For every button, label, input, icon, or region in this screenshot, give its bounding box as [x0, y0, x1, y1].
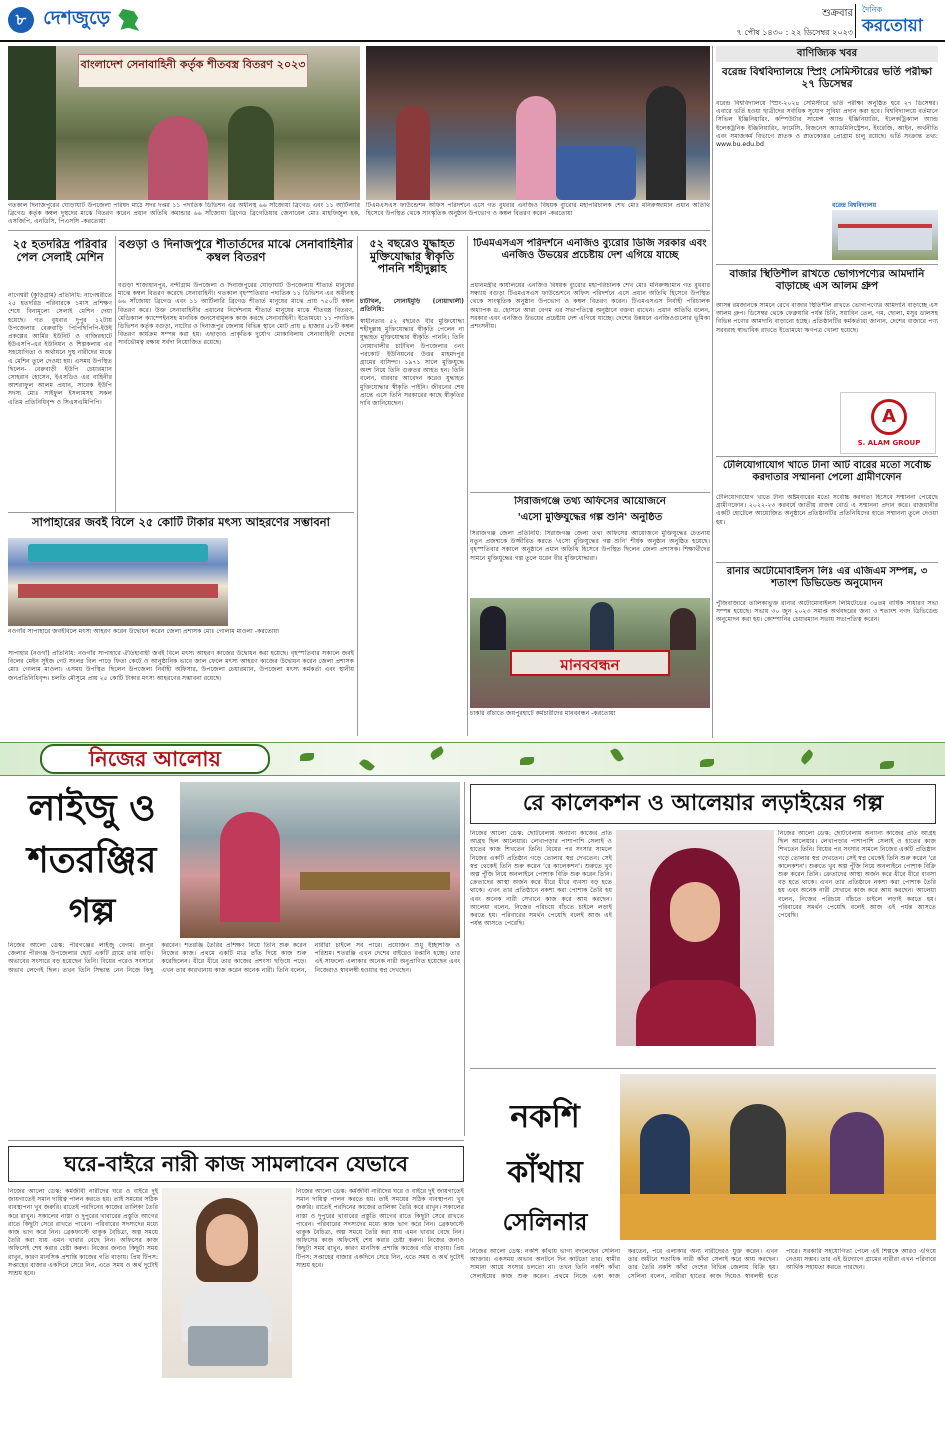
ngo-photo-caption: টিএমএসএস ফাউন্ডেশন অফিস পরিদর্শনে এসে গত বুধবার এনজিও বিষয়ক ব্যুরোর মহাপরিচালক শেখ মোঃ মনিরুজ্জামান প্রধান অতিথি হিসেবে উপস্থিত থেকে সাংস্কৃতিক অনুষ্ঠান উপভোগ ও কম্বল বিতরণ করেন -করতোয়া [366, 202, 710, 218]
fish-photo-caption: নওগাঁর সাপাহারে জবইবিলে মৎস্য আহরণ করেন উদ্বোধন করেন জেলা প্রশাসক মোঃ গোলাম মাওলা -করতোয়া [8, 628, 280, 635]
laiju-title-line-3: গল্প [68, 891, 116, 931]
ghore-title-box [8, 1146, 464, 1182]
sirajganj-title-line-1: সিরাজগঞ্জে তথ্য অফিসের আয়োজনে [514, 496, 666, 507]
laiju-weaving-photo [180, 782, 460, 938]
fish-event-photo [8, 538, 228, 626]
issue-full-date: ৭ পৌষ ১৪৩০ : ২২ ডিসেম্বর ২০২৩ [736, 28, 853, 36]
laiju-title-line-1: লাইজু ও [28, 788, 156, 829]
divider [115, 236, 116, 512]
working-woman-photo [162, 1188, 292, 1378]
freedom-fighter-body: স্বাধীনতার ৫২ বছরেও বীর মুক্তিযোদ্ধা শহীদুল্লাহ মুক্তিযোদ্ধার স্বীকৃতি পেলেন না যুদ্ধাহত মুক্তিযোদ্ধার স্বীকৃতি পাননি। তিনি নোয়াখালীর চাটখিল উপজেলার ৩নং পরকোট ইউনিয়নের উত্তর মাহমদপুর গ্রামের বাসিন্দা। ১৯৭১ সালে মুক্তিযুদ্ধে অংশ নিয়ে তিনি গুরুতর আহত হন। তিনি বলেন, বারবার আবেদন করেও যুদ্ধাহত মুক্তিযোদ্ধার স্বীকৃতি পাইনি। জীবনের শেষ প্রান্তে এসে তিনি সরকারের কাছে স্বীকৃতির দাবি জানিয়েছেন। [360, 318, 464, 408]
page-number: ৮ [8, 7, 34, 33]
aleya-portrait-photo [616, 830, 774, 1046]
newspaper-logo [855, 4, 937, 38]
business-news-label: বাণিজ্যিক খবর [716, 46, 938, 62]
grameenphone-body: টেলিযোগাযোগ খাতে টানা অষ্টমবারের মতো সর্বোচ্চ করদাতা হিসেবে সম্মাননা পেয়েছে গ্রামীণফোন। ২০২২-২৩ করবর্ষে জাতীয় রাজস্ব বোর্ড এ সম্মাননা প্রদান করে। রাজধানীর একটি হোটেলে আয়োজিত অনুষ্ঠানে প্রতিষ্ঠানটির প্রতিনিধিদের হাতে সম্মাননা তুলে দেওয়া হয়। [716, 494, 938, 526]
ngo-event-photo [366, 46, 710, 200]
rey-title: রে কালেকশন ও আলেয়ার লড়াইয়ের গল্প [522, 791, 884, 816]
army-story-title: বগুড়া ও দিনাজপুরে শীতার্তদের মাঝে সেনাবাহিনীর কম্বল বিতরণ [119, 238, 353, 265]
barendra-body: বরেন্দ্র বিশ্ববিদ্যালয়ে স্প্রিং-২০২৪ সেমিস্টারে ভর্তি পরীক্ষা অনুষ্ঠিত হবে ২৭ ডিসেম্বর। এবারে ভর্তি হওয়া ছাত্রীদের সর্বাধিক সুযোগ সুবিধা প্রদান করা হবে। বিশ্ববিদ্যালয়ে বর্তমানে সিভিল ইঞ্জিনিয়ারিং, কম্পিউটার সায়েন্স অ্যান্ড ইঞ্জিনিয়ারিং, ইলেকট্রিক্যাল অ্যান্ড ইলেকট্রনিক ইঞ্জিনিয়ারিং, ফার্মেসি, বিজনেস অ্যাডমিনিস্ট্রেশন, ইংরেজি, আইন, অর্থনীতি এবং সমাজকর্ম বিভাগে স্নাতক ও স্নাতকোত্তর প্রোগ্রাম চালু রয়েছে। ভর্তি সংক্রান্ত তথ্য: www.bu.edu.bd [716, 100, 938, 149]
sewing-story-body: নাগেশ্বরী (কুড়িগ্রাম) প্রতিনিধি: নাগেশ্বরীতে ২৫ হতদরিদ্র পরিবারকে ১মাস প্রশিক্ষণ শেষে বিনামূল্যে সেলাই মেশিন দেয়া হয়েছে। গত বুধবার দুপুর ১২টায় উপজেলার বেরুবাড়ি পিপিছিপিপি-ইউই প্রকল্পের আর্মির ইউনিট ও বাজিরহাটে ইউএসপি-এর ইউনিয়ন ও শিল্পকলায় এর সহযোগিতা ও অর্থায়নে দুস্থ নারীদের মাঝে এ মেশিন তুলে দেওয়া হয়। এসময় উপস্থিত ছিলেন- বেরুবাড়ী ইউপি চেয়ারম্যান সোহরাব হোসেন, ইএসডিও এর বাহিনীর আশরাফুল আলম প্রধান, সাবেক ইউপি সদস্য মোঃ সাইফুল ইসলামসহ সকল এতিম প্রতিনিধিবৃন্দ ও সিএসএমিপিপি। [8, 292, 112, 406]
barendra-logo-label: বরেন্দ্র বিশ্ববিদ্যালয় [832, 202, 877, 209]
human-chain-banner: মানববন্ধন [510, 650, 670, 676]
fish-story-title: সাপাহারের জবই বিলে ২৫ কোটি টাকার মৎস্য আহরণের সম্ভাবনা [32, 516, 330, 529]
rey-title-box [470, 784, 936, 824]
nakshi-title-line-1: নকশি [510, 1097, 580, 1135]
divider [357, 236, 358, 736]
rey-story-body-left: নিজের আলো ডেস্ক: ছোটবেলায় অন্যান্য কাজের প্রতি আগ্রহ ছিল আলেয়ার। লেখাপড়ার পাশাপাশি সেলাই ও হাতের কাজ শিখতেন তিনি। বিয়ের পর সংসার সামলে নিজের একটি প্রতিষ্ঠান গড়ে তোলার স্বপ্ন দেখতেন। সেই স্বপ্ন থেকেই তিনি শুরু করেন 'রে কালেকশন'। শুরুতে খুব অল্প পুঁজি নিয়ে অনলাইনে পোশাক বিক্রি শুরু করেন তিনি। ক্রেতাদের আস্থা অর্জন করে ধীরে ধীরে ব্যবসা বড় হতে থাকে। এখন তার প্রতিষ্ঠানে নকশা করা পোশাক তৈরি হয় এবং অনেক নারী সেখানে কাজ করে আয় করছেন। আলেয়া বলেন, নিজের পরিচয়ে বাঁচতে চাইলে লড়াই করতে হয়। পরিবারের সমর্থন পেয়েছি বলেই আজ এই পর্যন্ত আসতে পেরেছি। [470, 830, 612, 928]
ghore-title: ঘরে-বাইরে নারী কাজ সামলাবেন যেভাবে [64, 1152, 408, 1176]
s-alam-body: আসন্ন রমজানকে সামনে রেখে বাজার স্থিতিশীল রাখতে ভোগ্যপণ্যের আমদানি বাড়াচ্ছে এস আলম গ্রুপ। ডিসেম্বর থেকে ফেব্রুয়ারি পর্যন্ত চিনি, সয়াবিন তেল, গম, ছোলা, মসুর ডালসহ বিভিন্ন পণ্যের আমদানি বাড়ানো হচ্ছে। প্রতিষ্ঠানটির কর্মকর্তারা জানান, দেশের বাজারে পণ্য সরবরাহ স্বাভাবিক রাখতে ইতোমধ্যে ঋণপত্র খোলা হয়েছে। [716, 302, 938, 334]
brand-prefix: দৈনিক [862, 5, 883, 14]
army-blanket-photo [8, 46, 360, 200]
laiju-title-line-2: শতরঞ্জির [27, 840, 157, 881]
freedom-fighter-dateline: চাটখিল, সোনাইমুড়ি (নোয়াখালী) প্রতিনিধি: [360, 298, 464, 314]
brand-name: করতোয়া [862, 16, 923, 36]
divider [8, 512, 354, 513]
divider [716, 456, 938, 457]
freedom-fighter-title: ৫২ বছরেও যুদ্ধাহত মুক্তিযোদ্ধার স্বীকৃতি পাননি শহীদুল্লাহ [369, 238, 455, 276]
ngo-story-body: প্রধানমন্ত্রীর কার্যালয়ের এনজিও বিষয়ক ব্যুরোর মহাপরিচালক শেখ মোঃ মনিরুজ্জামান গত বুধবার সন্ধ্যায় বগুড়া টিএমএসএস ফাউন্ডেশনে অফিস পরিদর্শনে এসে প্রধান অতিথি হিসেবে উপস্থিত থেকে সাংস্কৃতিক অনুষ্ঠান উপভোগ ও কম্বল বিতরণ করেন। টিএমএসএস নির্বাহী পরিচালক অধ্যাপক ড. হোসনে আরা বেগম এর সভাপতিত্বে অনুষ্ঠানে বক্তব্য রাখেন। প্রধান অতিথি বলেন, সরকার এবং এনজিও উভয়ের প্রচেষ্টায় দেশ এগিয়ে যাচ্ছে। দেশের উন্নয়নে এনজিওগুলোর ভূমিকা প্রশংসনীয়। [470, 282, 710, 331]
barendra-campus-photo [832, 210, 938, 260]
sewing-story-title: ২৫ হতদরিদ্র পরিবার পেল সেলাই মেশিন [12, 238, 108, 265]
ngo-story-title: টিএমএসএস পরিদর্শনে এনজিও ব্যুরোর ডিজি সরকার এবং এনজিও উভয়ের প্রচেষ্টায় দেশ এগিয়ে যাচ্ছে [473, 238, 707, 261]
fish-story-body: সাপাহার (নওগাঁ) প্রতিনিধি: নওগাঁর সাপাহারে ঐতিহ্যবাহী জবই বিলে মৎস্য আহরণ কাজের উদ্বোধন করা হয়েছে। বৃহস্পতিবার সকালে জবই বিলের মেইন সুইজ গেট সংলগ্ন বিল পাড়ে ফিতা কেটে ও আনুষ্ঠানিক ভাবে জাল ফেলে মৎস্য আহরণ কাজের উদ্বোধন করেন জেলা প্রশাসক মোঃ গোলাম মাওলা। এসময় উপস্থিত ছিলেন উপজেলা নির্বাহী অফিসার, উপজেলা চেয়ারম্যান, উপজেলা মৎস্য কর্মকর্তা এবং স্থানীয় জনপ্রতিনিধিবৃন্দ। চলতি মৌসুমে প্রায় ২৫ কোটি টাকার মৎস্য আহরণের সম্ভাবনা রয়েছে। [8, 650, 354, 682]
army-photo-caption: গতকাল দিনাজপুরের ঘোড়াঘাট উপজেলা পরিষদ মাঠে সদর দপ্তর ১১ পদাতিক ডিভিশন এর অধীনস্থ ৬৬ সাঁজোয়া ব্রিগেড এবং ১১ আর্টিলারি ব্রিগেড কর্তৃক কম্বল দুস্থদের মাঝে বিতরণ করেন প্রধান অতিথি কমান্ডার ৬৬ সাঁজোয়া ব্রিগেড ব্রিগেডিয়ার জেনারেল মোঃ মাহফিজুল হক, এসজিপি, এনডিসি, পিএসসি -করতোয়া [8, 202, 360, 226]
army-story-body: বগুড়া শাজাহানপুর, নন্দীগ্রাম উপজেলা ও দিনাজপুরের ঘোড়াঘাট উপজেলায় শীতার্ত মানুষের মাঝে কম্বল বিতরণ করেছে সেনাবাহিনী। গতকাল বৃহস্পতিবার পদাতিক ১১ ডিভিশন এর অধীনস্থ ৬৬ সাঁজোয়া ব্রিগেড এবং ১১ আর্টিলারি ব্রিগেড শীতার্ত মানুষের মাঝে প্রায় ৭৫০টি কম্বল বিতরণ করে। উক্ত সেনাবাহিনীর প্রধানের নির্দেশনায় শীতার্ত মানুষের মাঝে শীতবস্ত্র বিতরণ, মেডিক্যাল ক্যাম্পেইনসহ মানবিক জনসেবামূলক কাজ করছে সেনাবাহিনী। ইতোমধ্যে ১১ পদাতিক ডিভিশন কর্তৃক বগুড়া, নাটোর ও দিনাজপুর জেলায় বিভিন্ন স্থানে মোট প্রায় ৪ হাজার ৫৮টি কম্বল বিতরণ কার্যক্রম সম্পন্ন করা হয়। এছাড়াও প্রাকৃতিক দুর্যোগ মোকাবিলায় সেনাবাহিনী দেশের সার্বভৌমত্ব রক্ষায় সর্বদা নিয়োজিত রয়েছে। [118, 282, 354, 347]
divider [464, 782, 465, 1136]
nakshi-title-line-3: সেলিনার [502, 1208, 588, 1236]
nijer-alo-title: নিজের আলোয় [40, 744, 270, 774]
grameenphone-title: টেলিযোগাযোগ খাতে টানা আট বারের মতো সর্বোচ্চ করদাতার সম্মাননা পেলো গ্রামীণফোন [723, 460, 931, 483]
sirajganj-title-line-2: 'এসো মুক্তিযুদ্ধের গল্প শুনি' অনুষ্ঠিত [517, 512, 663, 523]
barendra-title: বরেন্দ্র বিশ্ববিদ্যালয়ে স্প্রিং সেমিস্টারের ভর্তি পরীক্ষা ২৭ ডিসেম্বর [721, 66, 933, 91]
issue-date [623, 6, 853, 36]
runner-body: পুঁজিবাজারে তালিকাভুক্ত রানার অটোমোবাইলস লিমিটেডের ৩৪তম বার্ষিক সাধারণ সভা সম্পন্ন হয়েছে। সভায় ৩০ জুন ২০২৩ সমাপ্ত অর্থবছরের জন্য ৩ শতাংশ নগদ ডিভিডেন্ড অনুমোদন করা হয়। কোম্পানির চেয়ারম্যান সভায় সভাপতিত্ব করেন। [716, 600, 938, 624]
ghore-story-body-left: নিজের আলো ডেস্ক: কর্মজীবী নারীদের ঘরে ও বাইরে দুই জায়গাতেই সমান দায়িত্ব পালন করতে হয়। তাই সময়ের সঠিক ব্যবস্থাপনা খুব জরুরি। রাতেই পরদিনের কাজের তালিকা তৈরি করে রাখুন। সকালের নাস্তা ও দুপুরের খাবারের প্রস্তুতি আগের রাতে কিছুটা সেরে রাখতে পারেন। পরিবারের সদস্যদের মধ্যে কাজ ভাগ করে নিন। ব্রেকফাস্টে থাকুক বৈচিত্র্য, অল্প সময়ে তৈরি করা যায় এমন খাবার বেছে নিন। অফিসের কাজ অফিসেই শেষ করার চেষ্টা করুন। নিজের জন্যও কিছুটা সময় রাখুন, কারণ মানসিক প্রশান্তি কাজের গতি বাড়ায়। প্রিয় টিপস: সপ্তাহের বাজার একদিনে সেরে নিন, এতে সময় ও অর্থ দুটোই সাশ্রয় হবে। [8, 1188, 158, 1278]
divider [716, 264, 938, 265]
s-alam-logo-text: S. ALAM GROUP [857, 439, 921, 447]
divider [716, 562, 938, 563]
selina-nakshi-katha-photo [620, 1074, 936, 1240]
divider [8, 1140, 464, 1141]
masthead-rule [0, 40, 945, 42]
bangladesh-map-icon [118, 9, 140, 31]
issue-weekday: শুক্রবার [822, 8, 853, 19]
page-section-tag [8, 4, 268, 38]
laiju-story-body: নিজের আলো ডেস্ক: পীরগঞ্জের লাইজু বেগম। রংপুর জেলার পীরগঞ্জ উপজেলার ছোট একটি গ্রামে তার বাড়ি। অভাবের সংসারে বড় হয়েছেন তিনি। বিয়ের পরেও সংসারে অভাব লেগেই ছিল। তখন তিনি সিদ্ধান্ত নেন নিজে কিছু করবেন। শতরঞ্জি তৈরির প্রশিক্ষণ নিয়ে তিনি শুরু করেন নিজের কাজ। প্রথমে একটি মাত্র তাঁত দিয়ে কাজ শুরু করেছিলেন। ধীরে ধীরে তার কাজের প্রশংসা ছড়িয়ে পড়ে। এখন তার কারখানায় কাজ করেন অনেক নারী। তিনি বলেন, নারীরা চাইলে সব পারে। প্রয়োজন শুধু ইচ্ছাশক্তি ও পরিশ্রম। শতরঞ্জি এখন দেশের বাইরেও রপ্তানি হচ্ছে। তার এই সাফল্যে এলাকার অনেক নারী অনুপ্রাণিত হয়েছেন এবং নিজেরাও স্বাবলম্বী হওয়ার স্বপ্ন দেখছেন। [8, 942, 460, 974]
human-chain-caption: চাকরি বাঁচাতে জয়পুরহাটে কর্মচারীদের মানববন্ধন -করতোয়া [470, 710, 616, 717]
s-alam-title: বাজার স্থিতিশীল রাখতে ভোগ্যপণ্যের আমদানি বাড়াচ্ছে এস আলম গ্রুপ [729, 268, 925, 293]
page-section-name: দেশজুড়ে [43, 7, 111, 29]
human-chain-photo [470, 598, 710, 708]
divider [8, 230, 710, 231]
sirajganj-body: সিরাজগঞ্জ জেলা প্রতিনিধি: সিরাজগঞ্জ জেলা তথ্য অফিসের আয়োজনে মুক্তিযুদ্ধের চেতনায় নতুন প্রজন্মকে উজ্জীবিত করতে 'এসো মুক্তিযুদ্ধের গল্প শুনি' শীর্ষক অনুষ্ঠান অনুষ্ঠিত হয়েছে। বৃহস্পতিবার সকালে অনুষ্ঠানে প্রধান অতিথি হিসেবে উপস্থিত ছিলেন জেলা প্রশাসক। শিক্ষার্থীদের সামনে মুক্তিযুদ্ধের গল্প তুলে ধরেন বীর মুক্তিযোদ্ধারা। [470, 530, 710, 562]
ghore-story-body-right: নিজের আলো ডেস্ক: কর্মজীবী নারীদের ঘরে ও বাইরে দুই জায়গাতেই সমান দায়িত্ব পালন করতে হয়। তাই সময়ের সঠিক ব্যবস্থাপনা খুব জরুরি। রাতেই পরদিনের কাজের তালিকা তৈরি করে রাখুন। সকালের নাস্তা ও দুপুরের খাবারের প্রস্তুতি আগের রাতে কিছুটা সেরে রাখতে পারেন। পরিবারের সদস্যদের মধ্যে কাজ ভাগ করে নিন। ব্রেকফাস্টে থাকুক বৈচিত্র্য, অল্প সময়ে তৈরি করা যায় এমন খাবার বেছে নিন। অফিসের কাজ অফিসেই শেষ করার চেষ্টা করুন। নিজের জন্যও কিছুটা সময় রাখুন, কারণ মানসিক প্রশান্তি কাজের গতি বাড়ায়। প্রিয় টিপস: সপ্তাহের বাজার একদিনে সেরে নিন, এতে সময় ও অর্থ দুটোই সাশ্রয় হবে। [296, 1188, 464, 1269]
divider [470, 1068, 936, 1069]
s-alam-logo-mark: A [871, 399, 907, 435]
runner-title: রানার অটোমোবাইলস লিঃ এর এজিএম সম্পন্ন, ৩ শতাংশ ডিভিডেন্ড অনুমোদন [726, 566, 928, 589]
nakshi-title-line-2: কাঁথায় [507, 1155, 583, 1190]
divider [467, 236, 468, 736]
s-alam-logo [840, 392, 936, 454]
divider [470, 492, 710, 493]
army-photo-banner: বাংলাদেশ সেনাবাহিনী কর্তৃক শীতবস্ত্র বিতরণ ২০২৩ [78, 54, 308, 88]
nakshi-story-body: নিজের আলো ডেস্ক: নকশি কাঁথায় ভাগ্য বদলেছেন সেলিনা আক্তার। একসময় অভাব অনটনে দিন কাটতো তার। স্বামীর সামান্য আয়ে সংসার চলতো না। তখন তিনি নকশি কাঁথা সেলাইয়ের কাজ শুরু করেন। প্রথমে নিজে একা কাজ করতেন, পরে এলাকার অন্য নারীদেরও যুক্ত করেন। এখন তার অধীনে শতাধিক নারী কাঁথা সেলাই করে আয় করছেন। তার তৈরি নকশি কাঁথা দেশের বিভিন্ন জেলায় বিক্রি হয়। সেলিনা বলেন, নারীরা হাতের কাজ দিয়েও স্বাবলম্বী হতে পারে। সরকারি সহযোগিতা পেলে এই শিল্পকে আরও এগিয়ে নেওয়া সম্ভব। তার এই উদ্যোগে গ্রামের নারীরা এখন পরিবারে আর্থিক সহায়তা করতে পারছেন। [470, 1248, 936, 1280]
rey-story-body-right: নিজের আলো ডেস্ক: ছোটবেলায় অন্যান্য কাজের প্রতি আগ্রহ ছিল আলেয়ার। লেখাপড়ার পাশাপাশি সেলাই ও হাতের কাজ শিখতেন তিনি। বিয়ের পর সংসার সামলে নিজের একটি প্রতিষ্ঠান গড়ে তোলার স্বপ্ন দেখতেন। সেই স্বপ্ন থেকেই তিনি শুরু করেন 'রে কালেকশন'। শুরুতে খুব অল্প পুঁজি নিয়ে অনলাইনে পোশাক বিক্রি শুরু করেন তিনি। ক্রেতাদের আস্থা অর্জন করে ধীরে ধীরে ব্যবসা বড় হতে থাকে। এখন তার প্রতিষ্ঠানে নকশা করা পোশাক তৈরি হয় এবং অনেক নারী সেখানে কাজ করে আয় করছেন। আলেয়া বলেন, নিজের পরিচয়ে বাঁচতে চাইলে লড়াই করতে হয়। পরিবারের সমর্থন পেয়েছি বলেই আজ এই পর্যন্ত আসতে পেরেছি। [778, 830, 936, 920]
divider [712, 46, 713, 738]
